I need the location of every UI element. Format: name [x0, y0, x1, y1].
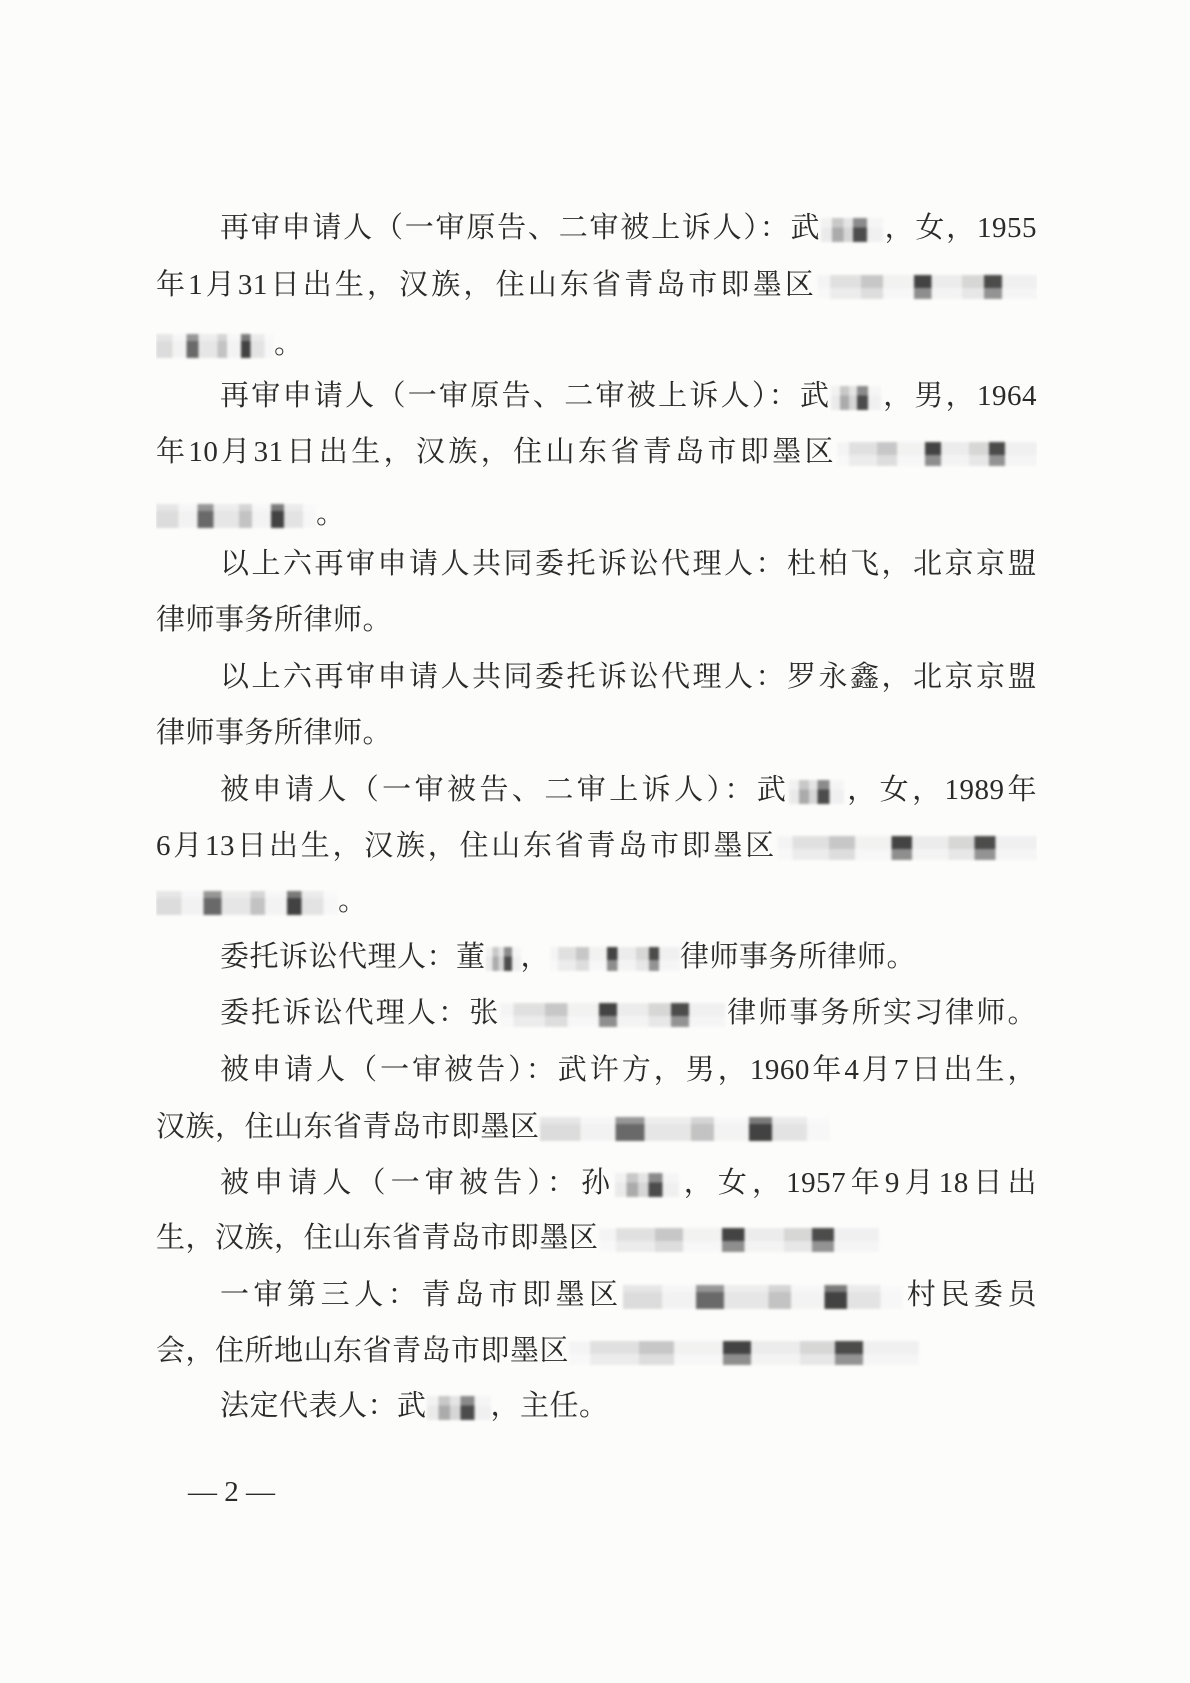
line-text: 律师事务所律师。 [680, 941, 917, 973]
line-text: 被申请人（一审被告、二审上诉人）：武 [220, 774, 790, 806]
redaction-blur [777, 836, 1037, 860]
paragraph-line [156, 881, 1037, 921]
line-text: ，女，1955 [883, 212, 1037, 244]
redaction-blur [427, 1396, 491, 1420]
line-text: 年1月31日出生，汉族，住山东省青岛市即墨区 [156, 269, 817, 301]
line-text: 。 [338, 885, 368, 917]
redaction-blur [156, 504, 316, 528]
line-text: 会，住所地山东省青岛市即墨区 [156, 1335, 570, 1367]
line-text: 以上六再审申请人共同委托诉讼代理人：杜柏飞，北京京盟 [220, 548, 1037, 580]
redaction-blur [550, 947, 680, 971]
paragraph-line [156, 993, 1037, 1033]
paragraph-line [156, 713, 1037, 753]
redaction-blur [623, 1285, 903, 1309]
paragraph-line [156, 1163, 1037, 1203]
line-text: ，男，1964 [881, 380, 1037, 412]
paragraph-line [156, 208, 1037, 248]
line-text: 一审第三人：青岛市即墨区 [220, 1279, 623, 1311]
paragraph-line [156, 770, 1037, 810]
redaction-blur [540, 1117, 830, 1141]
paragraph-line [156, 1107, 1037, 1147]
redaction-blur [831, 386, 881, 410]
redaction-blur [821, 218, 883, 242]
redaction-blur [599, 1228, 879, 1252]
line-text: ， [520, 941, 551, 973]
line-text: 。 [274, 328, 304, 360]
redaction-blur [789, 780, 844, 804]
line-text: 以上六再审申请人共同委托诉讼代理人：罗永鑫，北京京盟 [220, 661, 1037, 693]
paragraph-line [156, 1050, 1037, 1090]
line-text: 村民委员 [902, 1279, 1037, 1311]
redaction-blur [615, 1173, 679, 1197]
line-text: 被申请人（一审被告）：武许方，男，1960年4月7日出生， [220, 1054, 1037, 1086]
redaction-blur [569, 1341, 919, 1365]
redaction-blur [817, 275, 1037, 299]
line-text: 法定代表人：武 [220, 1390, 427, 1422]
line-text: 再审申请人（一审原告、二审被上诉人）：武 [220, 212, 822, 244]
paragraph-line [156, 937, 1037, 977]
redaction-blur [156, 334, 274, 358]
paragraph-line [156, 657, 1037, 697]
paragraph-line [156, 600, 1037, 640]
line-text: 汉族，住山东省青岛市即墨区 [156, 1111, 540, 1143]
paragraph-line [156, 826, 1037, 866]
line-text: ，主任。 [490, 1390, 609, 1422]
paragraph-line [156, 1218, 1037, 1258]
redaction-blur [486, 947, 521, 971]
line-text: 律师事务所实习律师。 [725, 997, 1037, 1029]
line-text: 再审申请人（一审原告、二审被上诉人）：武 [220, 380, 832, 412]
paragraph-line [156, 324, 1037, 364]
line-text: 律师事务所律师。 [156, 717, 393, 749]
redaction-blur [837, 442, 1037, 466]
paragraph-line [156, 432, 1037, 472]
redaction-blur [156, 891, 338, 915]
line-text: 6月13日出生，汉族，住山东省青岛市即墨区 [156, 830, 777, 862]
page-number: — 2 — [188, 1476, 275, 1508]
paragraph-line [156, 376, 1037, 416]
paragraph-line [156, 1331, 1037, 1371]
line-text: 年10月31日出生，汉族，住山东省青岛市即墨区 [156, 436, 837, 468]
line-text: 律师事务所律师。 [156, 604, 393, 636]
paragraph-line [156, 265, 1037, 305]
line-text: ，女，1989年 [844, 774, 1037, 806]
paragraph-line [156, 494, 1037, 534]
paragraph-line [156, 1275, 1037, 1315]
line-text: 生，汉族，住山东省青岛市即墨区 [156, 1222, 599, 1254]
line-text: ，女，1957年9月18日出 [679, 1167, 1037, 1199]
paragraph-line [156, 544, 1037, 584]
line-text: 。 [316, 498, 346, 530]
line-text: 委托诉讼代理人：张 [220, 997, 501, 1029]
redaction-blur [500, 1003, 725, 1027]
line-text: 被申请人（一审被告）：孙 [220, 1167, 616, 1199]
line-text: 委托诉讼代理人：董 [220, 941, 486, 973]
paragraph-line [156, 1386, 1037, 1426]
